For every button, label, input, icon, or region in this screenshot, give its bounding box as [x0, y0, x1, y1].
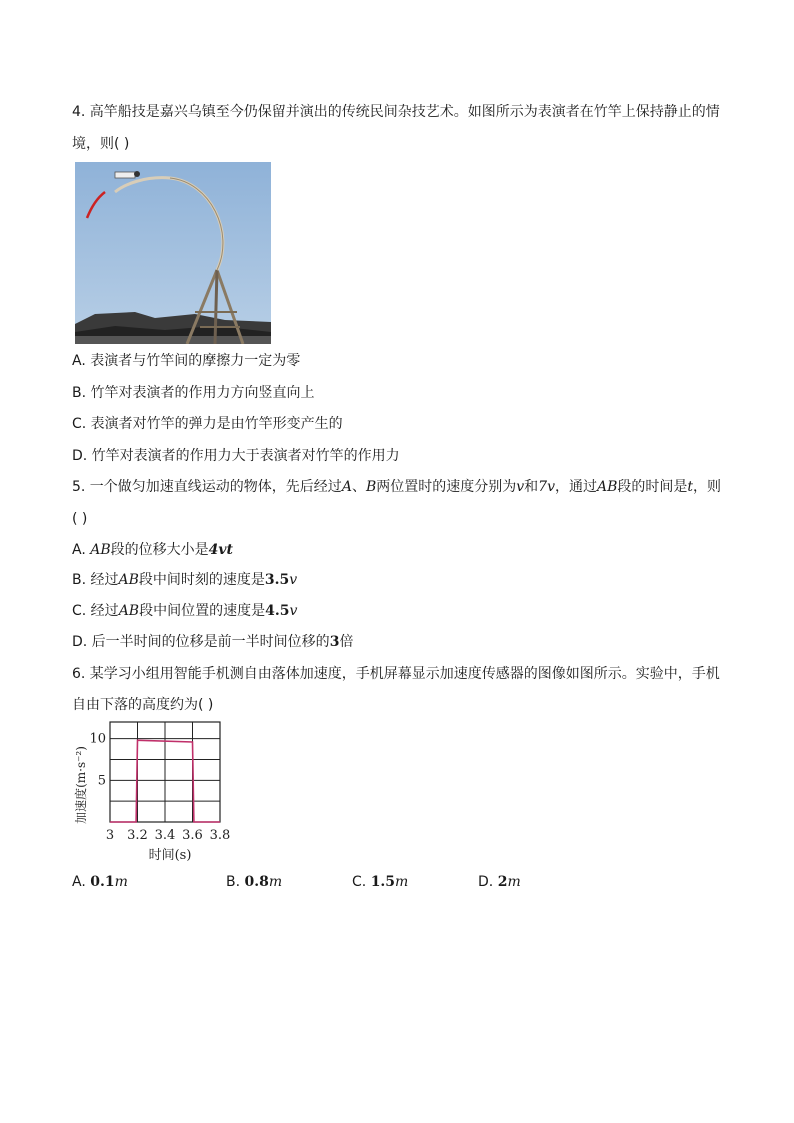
chart-x-tick-label: 3 — [105, 828, 115, 843]
q5-stem-text-c: 两位置时的速度分别为 — [376, 479, 517, 495]
q6-option-c — [352, 872, 408, 892]
q5-option-b-unit: v — [289, 572, 298, 588]
q6-option-c-number: 1.5 — [370, 874, 396, 890]
acceleration-chart — [72, 718, 242, 868]
q5-symbol-7v: 7v — [538, 479, 555, 495]
q4-option-b: B. 竹竿对表演者的作用力方向竖直向上 — [72, 385, 315, 401]
q6-stem-line1: 6. 某学习小组用智能手机测自由落体加速度，手机屏幕显示加速度传感器的图像如图所示。实验中，手机 — [72, 666, 720, 682]
chart-y-tick-label: 5 — [97, 773, 106, 789]
q5-symbol-a: A — [341, 479, 352, 495]
q4-option-d: D. 竹竿对表演者的作用力大于表演者对竹竿的作用力 — [72, 448, 400, 464]
q5-option-b-text: 段中间时刻的速度是 — [138, 572, 265, 588]
q5-option-b-text-pre: B. 经过 — [72, 572, 119, 588]
q6-option-c-unit: m — [395, 874, 409, 890]
q5-option-c-symbol: AB — [118, 603, 140, 619]
q5-option-a — [72, 540, 233, 560]
q6-option-c-letter: C. — [352, 874, 371, 890]
q6-option-b — [226, 872, 282, 892]
q5-option-a-letter: A. — [72, 542, 91, 558]
q4-photo-bamboo-pole — [75, 162, 271, 344]
q6-option-d — [478, 872, 521, 892]
chart-x-tick-label: 3.2 — [127, 828, 148, 843]
q5-option-c-number: 4.5 — [265, 603, 290, 619]
q5-option-c — [72, 601, 297, 621]
q5-option-b-symbol: AB — [118, 572, 139, 588]
q5-option-b — [72, 570, 297, 590]
q5-symbol-ab: AB — [596, 479, 618, 495]
q4-option-a: A. 表演者与竹竿间的摩擦力一定为零 — [72, 353, 301, 369]
q5-option-d — [72, 632, 353, 652]
chart-y-tick-label: 10 — [89, 731, 106, 747]
q5-stem-text-f: 段的时间是 — [617, 479, 688, 495]
q5-symbol-t: t — [687, 479, 694, 495]
chart-x-tick-label: 3.8 — [209, 828, 231, 843]
q6-option-b-letter: B. — [226, 874, 245, 890]
q6-option-b-number: 0.8 — [244, 874, 269, 890]
q5-option-d-text: D. 后一半时间的位移是前一半时间位移的 — [72, 634, 330, 650]
chart-x-axis-label: 时间(s) — [148, 848, 192, 863]
chart-x-tick-label: 3.6 — [182, 828, 203, 843]
q5-stem-text-g: ，则 — [693, 479, 722, 495]
q5-option-d-text-post: 倍 — [339, 634, 354, 650]
q5-stem-line2: ( ) — [72, 511, 88, 527]
q5-option-c-unit: v — [289, 603, 298, 619]
q4-stem-line1: 4. 高竿船技是嘉兴乌镇至今仍保留并演出的传统民间杂技艺术。如图所示为表演者在竹竿上保持静止的情 — [72, 104, 720, 120]
q6-option-a — [72, 872, 128, 892]
q5-stem-text-e: ，通过 — [554, 479, 597, 495]
q5-option-a-text: 段的位移大小是 — [110, 542, 209, 558]
q6-option-d-letter: D. — [478, 874, 498, 890]
q5-symbol-b: B — [365, 479, 377, 495]
q5-option-c-text-pre: C. 经过 — [72, 603, 119, 619]
q6-option-d-number: 2 — [497, 874, 508, 890]
q4-option-c: C. 表演者对竹竿的弹力是由竹竿形变产生的 — [72, 416, 343, 432]
q6-option-a-unit: m — [114, 874, 128, 890]
q6-option-a-letter: A. — [72, 874, 91, 890]
q5-stem-text-b: 、 — [351, 479, 366, 495]
q6-option-b-unit: m — [268, 874, 283, 890]
chart-x-tick-label: 3.4 — [154, 828, 176, 843]
q5-option-c-text: 段中间位置的速度是 — [139, 603, 266, 619]
acceleration-chart-svg — [72, 718, 242, 868]
q6-option-a-number: 0.1 — [90, 874, 115, 890]
q5-stem-line1 — [72, 477, 721, 497]
q5-option-a-value: 4vt — [208, 542, 233, 558]
q6-option-d-unit: m — [507, 874, 521, 890]
q5-stem-text-a: 5. 一个做匀加速直线运动的物体，先后经过 — [72, 479, 342, 495]
q6-stem-line2: 自由下落的高度约为( ) — [72, 697, 214, 713]
q5-option-d-number: 3 — [329, 634, 340, 650]
q5-symbol-v: v — [516, 479, 525, 495]
q4-stem-line2: 境，则( ) — [72, 136, 130, 152]
q5-option-a-symbol: AB — [90, 542, 111, 558]
q5-stem-text-d: 和 — [524, 479, 539, 495]
q5-option-b-number: 3.5 — [264, 572, 290, 588]
chart-y-axis-label: 加速度(m·s⁻²) — [74, 746, 88, 824]
